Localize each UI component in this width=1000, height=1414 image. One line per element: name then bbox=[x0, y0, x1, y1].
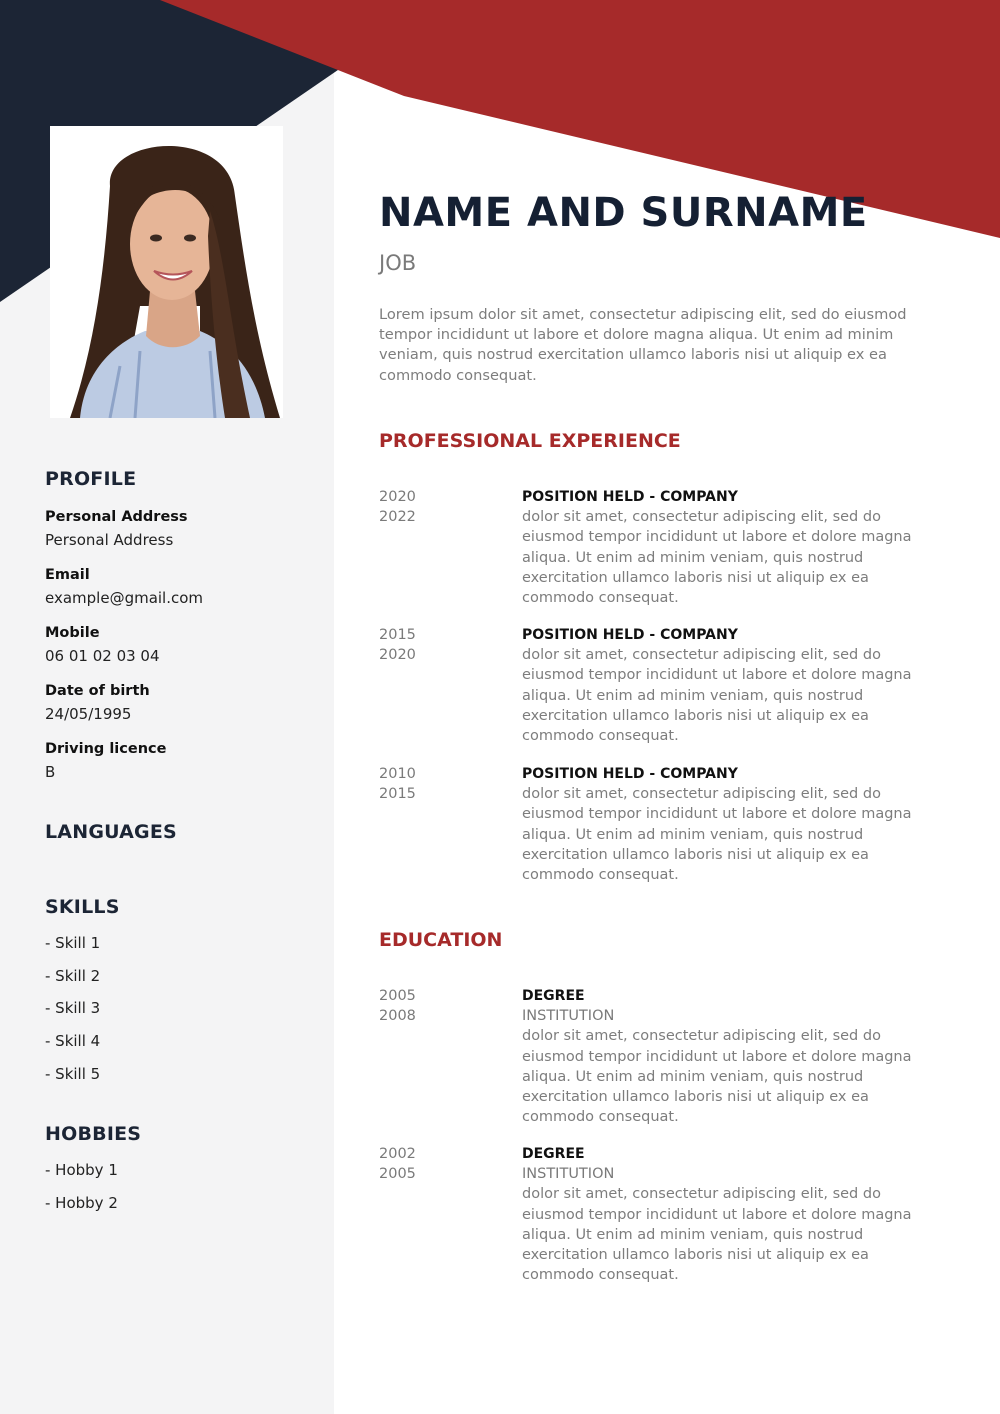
skill-item: - Skill 5 bbox=[45, 1065, 101, 1083]
skills-heading: SKILLS bbox=[45, 896, 120, 918]
skill-item: - Skill 2 bbox=[45, 967, 101, 985]
address-label: Personal Address bbox=[45, 509, 188, 525]
hobby-item: - Hobby 2 bbox=[45, 1194, 118, 1212]
email-value: example@gmail.com bbox=[45, 589, 204, 607]
driving-licence-label: Driving licence bbox=[45, 741, 167, 757]
position-title: POSITION HELD - COMPANY bbox=[522, 627, 738, 643]
address-value: Personal Address bbox=[45, 531, 174, 549]
entry-years bbox=[379, 625, 416, 665]
summary-text: Lorem ipsum dolor sit amet, consectetur adipiscing elit, sed do eiusmod tempor incididunt ut labore et dolore magna aliqua. Ut enim ad minim veniam, quis nostrud exercitation ullamco laboris nisi ut aliquip ex ea commodo consequat. bbox=[379, 306, 907, 384]
end-year: 2015 bbox=[379, 786, 416, 803]
birth-date-label: Date of birth bbox=[45, 683, 150, 699]
mobile-label: Mobile bbox=[45, 625, 100, 641]
skill-item: - Skill 1 bbox=[45, 934, 101, 952]
end-year: 2022 bbox=[379, 509, 416, 526]
hobby-item: - Hobby 1 bbox=[45, 1161, 118, 1179]
profile-heading: PROFILE bbox=[45, 468, 137, 490]
start-year: 2005 bbox=[379, 988, 416, 1004]
entry-years bbox=[379, 986, 416, 1026]
degree-description: dolor sit amet, consectetur adipiscing elit, sed do eiusmod tempor incididunt ut labore et dolore magna aliqua. Ut enim ad minim veniam, quis nostrud exercitation ullamco laboris nisi ut aliquip ex ea commodo consequat. bbox=[522, 1028, 912, 1126]
birth-date-value: 24/05/1995 bbox=[45, 705, 132, 723]
full-name: NAME AND SURNAME bbox=[379, 190, 868, 236]
mobile-value: 06 01 02 03 04 bbox=[45, 647, 160, 665]
email-label: Email bbox=[45, 567, 90, 583]
experience-heading: PROFESSIONAL EXPERIENCE bbox=[379, 430, 681, 452]
start-year: 2015 bbox=[379, 627, 416, 643]
skill-item: - Skill 4 bbox=[45, 1032, 101, 1050]
start-year: 2002 bbox=[379, 1146, 416, 1162]
entry-years bbox=[379, 487, 416, 527]
entry-years bbox=[379, 764, 416, 804]
end-year: 2005 bbox=[379, 1166, 416, 1183]
institution-name: INSTITUTION bbox=[522, 1166, 615, 1183]
position-title: POSITION HELD - COMPANY bbox=[522, 766, 738, 782]
position-title: POSITION HELD - COMPANY bbox=[522, 489, 738, 505]
start-year: 2020 bbox=[379, 489, 416, 505]
start-year: 2010 bbox=[379, 766, 416, 782]
position-description: dolor sit amet, consectetur adipiscing elit, sed do eiusmod tempor incididunt ut labore et dolore magna aliqua. Ut enim ad minim veniam, quis nostrud exercitation ullamco laboris nisi ut aliquip ex ea commodo consequat. bbox=[522, 647, 912, 745]
degree-title: DEGREE bbox=[522, 1146, 585, 1162]
profile-photo bbox=[50, 126, 283, 418]
degree-description: dolor sit amet, consectetur adipiscing elit, sed do eiusmod tempor incididunt ut labore et dolore magna aliqua. Ut enim ad minim veniam, quis nostrud exercitation ullamco laboris nisi ut aliquip ex ea commodo consequat. bbox=[522, 1186, 912, 1284]
driving-licence-value: B bbox=[45, 763, 56, 781]
hobbies-heading: HOBBIES bbox=[45, 1123, 142, 1145]
end-year: 2020 bbox=[379, 647, 416, 664]
job-title: JOB bbox=[379, 251, 417, 275]
languages-heading: LANGUAGES bbox=[45, 821, 177, 843]
position-description: dolor sit amet, consectetur adipiscing elit, sed do eiusmod tempor incididunt ut labore et dolore magna aliqua. Ut enim ad minim veniam, quis nostrud exercitation ullamco laboris nisi ut aliquip ex ea commodo consequat. bbox=[522, 786, 912, 884]
degree-title: DEGREE bbox=[522, 988, 585, 1004]
education-heading: EDUCATION bbox=[379, 929, 503, 951]
position-description: dolor sit amet, consectetur adipiscing elit, sed do eiusmod tempor incididunt ut labore et dolore magna aliqua. Ut enim ad minim veniam, quis nostrud exercitation ullamco laboris nisi ut aliquip ex ea commodo consequat. bbox=[522, 509, 912, 607]
entry-years bbox=[379, 1144, 416, 1184]
institution-name: INSTITUTION bbox=[522, 1008, 615, 1025]
skill-item: - Skill 3 bbox=[45, 999, 101, 1017]
end-year: 2008 bbox=[379, 1008, 416, 1025]
